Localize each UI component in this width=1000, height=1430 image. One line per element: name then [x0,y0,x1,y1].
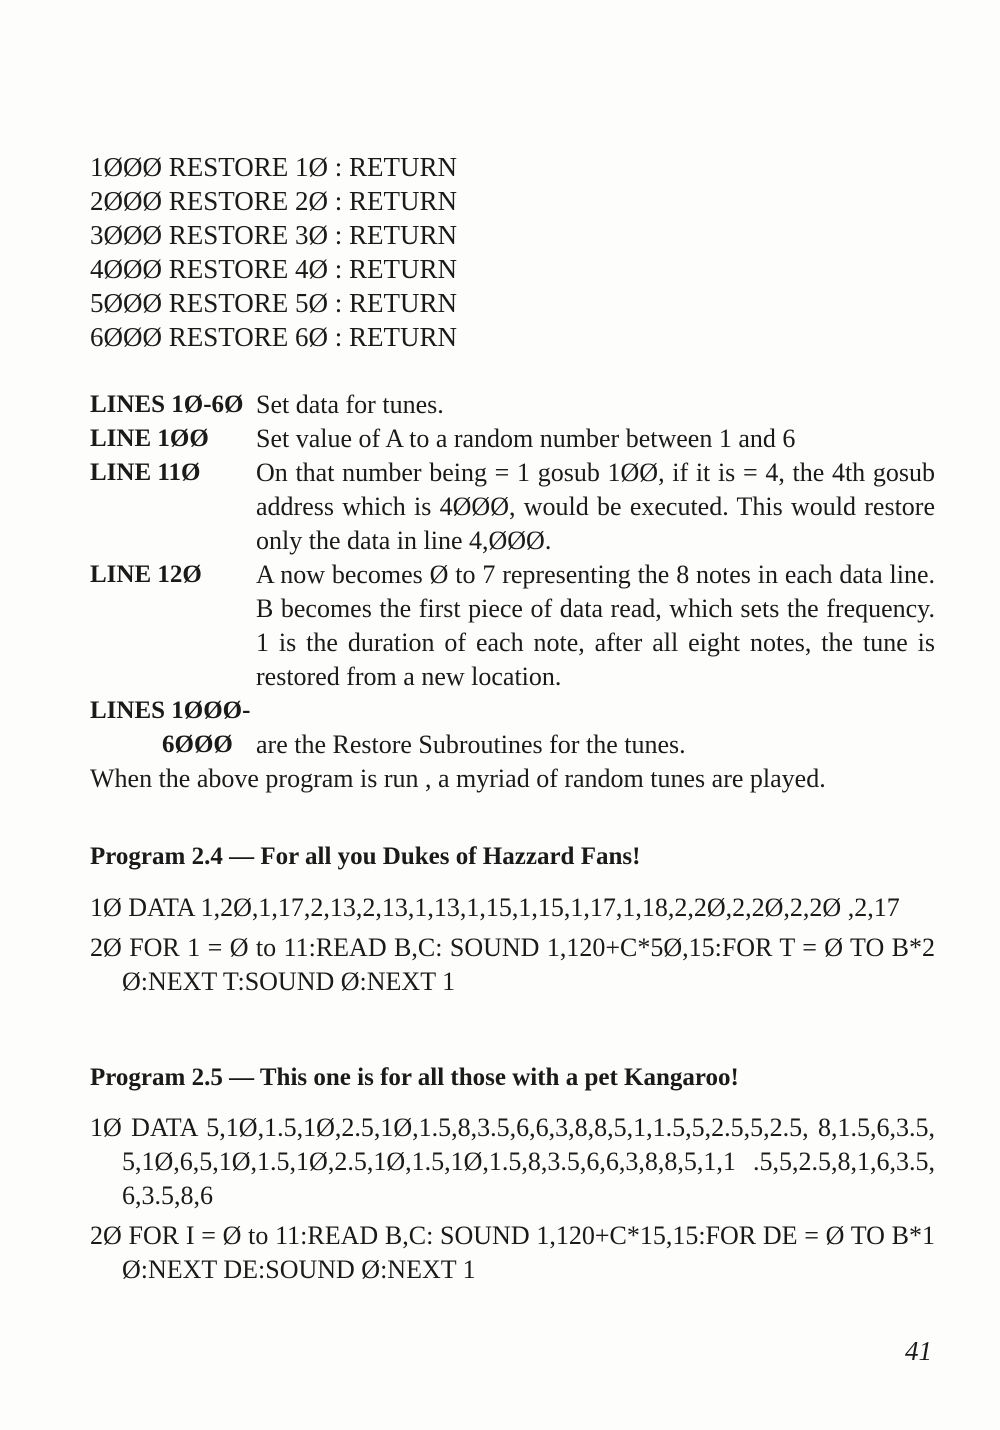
note-row [90,456,935,558]
restore-listing [90,150,950,354]
code-line: 2Ø FOR I = Ø to 11:READ B,C: SOUND 1,120+C*15,15:FOR DE = Ø TO B*1Ø:NEXT DE:SOUND Ø:NEXT 1 [90,1221,935,1284]
note-row [90,558,935,694]
note-row [90,694,935,728]
code-line: 5ØØØ RESTORE 5Ø : RETURN [90,288,458,318]
note-row [90,388,935,422]
program-listing [90,891,935,999]
page-number: 41 [905,1336,932,1366]
note-text: On that number being = 1 gosub 1ØØ, if it is = 4, the 4th gosub address which is 4ØØØ, would be executed. This would restore only the data in line 4,ØØØ. [256,458,935,555]
code-line: 1Ø DATA 1,2Ø,1,17,2,13,2,13,1,13,1,15,1,15,1,17,1,18,2,2Ø,2,2Ø,2,2Ø ,2,17 [90,893,900,922]
code-line: 6ØØØ RESTORE 6Ø : RETURN [90,322,458,352]
note-row [90,728,935,762]
line-notes [90,388,935,796]
note-row [90,422,935,456]
note-text: Set data for tunes. [256,390,444,419]
note-text: are the Restore Subroutines for the tunes. [256,730,686,759]
note-text [256,694,935,728]
note-key: LINE 1ØØ [90,425,209,452]
code-line: 2Ø FOR 1 = Ø to 11:READ B,C: SOUND 1,120+C*5Ø,15:FOR T = Ø TO B*2Ø:NEXT T:SOUND Ø:NEXT 1 [90,933,935,996]
note-key: LINE 11Ø [90,459,201,486]
code-line: 4ØØØ RESTORE 4Ø : RETURN [90,254,458,284]
note-key: LINES 1ØØØ- [90,697,251,724]
program-heading: Program 2.5 — This one is for all those with a pet Kangaroo! [90,1064,739,1091]
code-line: 2ØØØ RESTORE 2Ø : RETURN [90,186,458,216]
code-line: 1ØØØ RESTORE 1Ø : RETURN [90,152,458,182]
note-key: 6ØØØ [162,731,233,758]
note-key: LINE 12Ø [90,561,202,588]
program-heading: Program 2.4 — For all you Dukes of Hazzard Fans! [90,843,641,870]
note-text: Set value of A to a random number between 1 and 6 [256,424,796,453]
program-listing [90,1111,935,1287]
note-text: A now becomes Ø to 7 representing the 8 notes in each data line. B becomes the first piece of data read, which sets the frequency. 1 is the duration of each note, after all eight notes, the tune is restored from a new location. [256,560,935,691]
summary-paragraph: When the above program is run , a myriad of random tunes are played. [90,764,826,793]
code-line: 1Ø DATA 5,1Ø,1.5,1Ø,2.5,1Ø,1.5,8,3.5,6,6,3,8,8,5,1,1.5,5,2.5,5,2.5, 8,1.5,6,3.5,5,1Ø,6,5,1Ø,1.5,1Ø,2.5,1Ø,1.5,1Ø,1.5,8,3.5,6,6,3,8,8,5,1,1 .5,5,2.5,8,1,6,3.5,6,3.5,8,6 [90,1113,935,1210]
note-key: LINES 1Ø-6Ø [90,391,244,418]
code-line: 3ØØØ RESTORE 3Ø : RETURN [90,220,458,250]
